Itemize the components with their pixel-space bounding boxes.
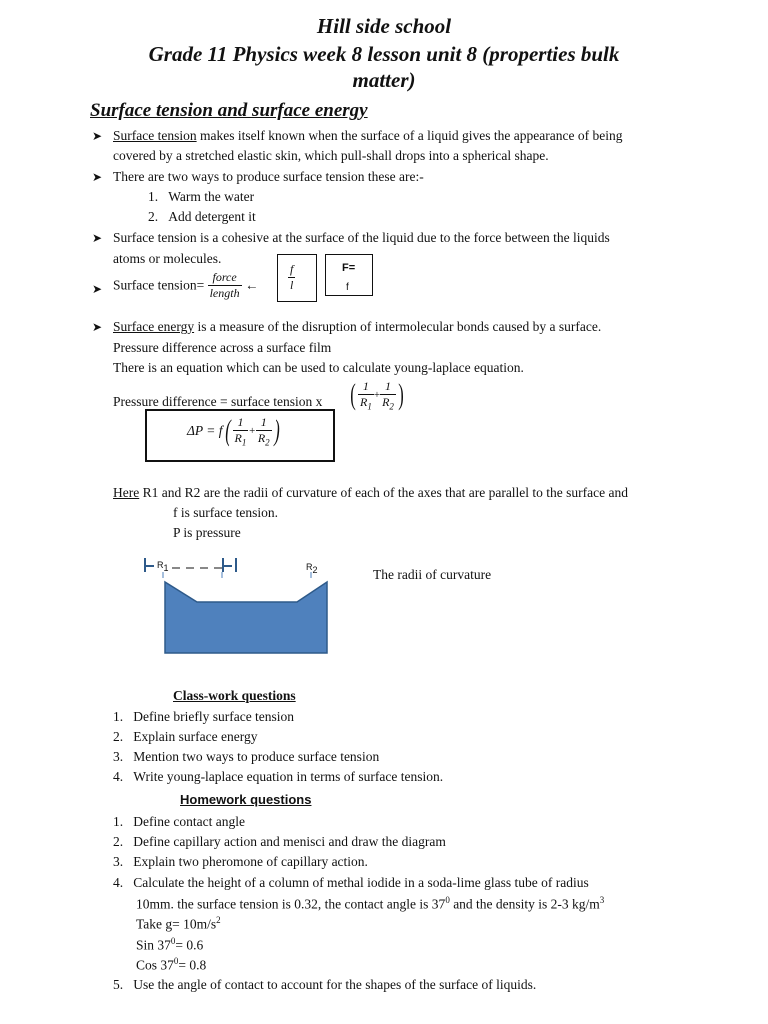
- bullet-surface-energy: Surface energy is a measure of the disruption of intermolecular bonds caused by a surface.: [113, 319, 602, 334]
- bullet-arrow-icon: ➤: [92, 231, 103, 245]
- homework-q4-line2: 10mm. the surface tension is 0.32, the contact angle is $37^0$ and the density is 2-3 $kg/m^3$: [136, 895, 605, 912]
- young-laplace-equation-box: ΔP = f( $\frac{1}{R_1}$ + $\frac{1}{R_2}$ ): [145, 409, 335, 462]
- lesson-title-line2: matter): [352, 68, 416, 92]
- radius-marker-left: [145, 558, 154, 572]
- liquid-container-shape: [165, 582, 327, 653]
- pressure-difference-text: Pressure difference = surface tension x: [113, 394, 323, 409]
- term-surface-energy: Surface energy: [113, 319, 195, 334]
- homework-item: 2. Define capillary action and menisci and draw the diagram: [113, 834, 446, 849]
- homework-item: 1. Define contact angle: [113, 814, 245, 829]
- lesson-title-line1: Grade 11 Physics week 8 lesson unit 8 (properties bulk: [148, 42, 620, 66]
- classwork-item: 4. Write young-laplace equation in terms of surface tension.: [113, 769, 444, 784]
- classwork-item: 2. Explain surface energy: [113, 729, 258, 744]
- radius-marker-right: [223, 558, 236, 572]
- term-surface-tension: Surface tension: [113, 128, 197, 143]
- r1-label: $R_1$: [157, 560, 169, 573]
- school-name: Hill side school: [316, 14, 452, 38]
- bullet-cohesive: Surface tension is a cohesive at the surface of the liquid due to the force between the liquids: [113, 230, 610, 245]
- pressure-difference-heading: Pressure difference across a surface film: [113, 340, 332, 355]
- surface-tension-formula: Surface tension= $\frac{\text{force}}{\text{length}}$ ←: [113, 270, 259, 300]
- bullet-surface-tension-def-line2: covered by a stretched elastic skin, which pull-shall drops into a spherical shape.: [113, 148, 549, 163]
- homework-item: 5. Use the angle of contact to account for the shapes of the surface of liquids.: [113, 977, 537, 992]
- bullet-arrow-icon: ➤: [92, 320, 103, 334]
- classwork-title: Class-work questions: [173, 688, 296, 703]
- reciprocal-radii-expression: ( $\frac{1}{R_1}$ + $\frac{1}{R_2}$ ): [350, 378, 404, 412]
- homework-item: 3. Explain two pheromone of capillary action.: [113, 854, 368, 869]
- homework-q4-sin: Sin $37^0= 0.6$: [136, 936, 204, 953]
- list-item: 1. Warm the water: [148, 189, 255, 204]
- bullet-arrow-icon: ➤: [92, 170, 103, 184]
- radii-explanation: Here R1 and R2 are the radii of curvature of each of the axes that are parallel to the surface and: [113, 485, 629, 500]
- bullet-surface-tension-def: Surface tension makes itself known when the surface of a liquid gives the appearance of being: [113, 128, 623, 143]
- section-title: Surface tension and surface energy: [90, 100, 368, 121]
- homework-title: Homework questions: [180, 792, 312, 807]
- homework-item: 4. Calculate the height of a column of methal iodide in a soda-lime glass tube of radius: [113, 875, 589, 890]
- formula-box-f-equals: F= f: [325, 254, 373, 296]
- bullet-arrow-icon: ➤: [92, 282, 103, 296]
- list-item: 2. Add detergent it: [148, 209, 256, 224]
- f-definition: f is surface tension.: [173, 505, 278, 520]
- p-definition: P is pressure: [173, 525, 241, 540]
- formula-box-f-over-l: $\frac{f}{l}$: [277, 254, 317, 302]
- young-laplace-intro: There is an equation which can be used to calculate young-laplace equation.: [113, 360, 524, 375]
- homework-q4-cos: Cos $37^0= 0.8$: [136, 956, 207, 973]
- classwork-item: 1. Define briefly surface tension: [113, 709, 295, 724]
- classwork-item: 3. Mention two ways to produce surface tension: [113, 749, 380, 764]
- bullet-cohesive-line2: atoms or molecules.: [113, 251, 222, 266]
- r2-label: $R_2$: [306, 562, 318, 575]
- homework-q4-gravity: Take $g= 10m/s^2$: [136, 915, 221, 932]
- force-over-length-fraction: $\frac{\text{force}}{\text{length}}$: [209, 270, 240, 300]
- diagram-caption: The radii of curvature: [373, 567, 492, 582]
- bullet-two-ways: There are two ways to produce surface tension these are:-: [113, 169, 424, 184]
- bullet-arrow-icon: ➤: [92, 129, 103, 143]
